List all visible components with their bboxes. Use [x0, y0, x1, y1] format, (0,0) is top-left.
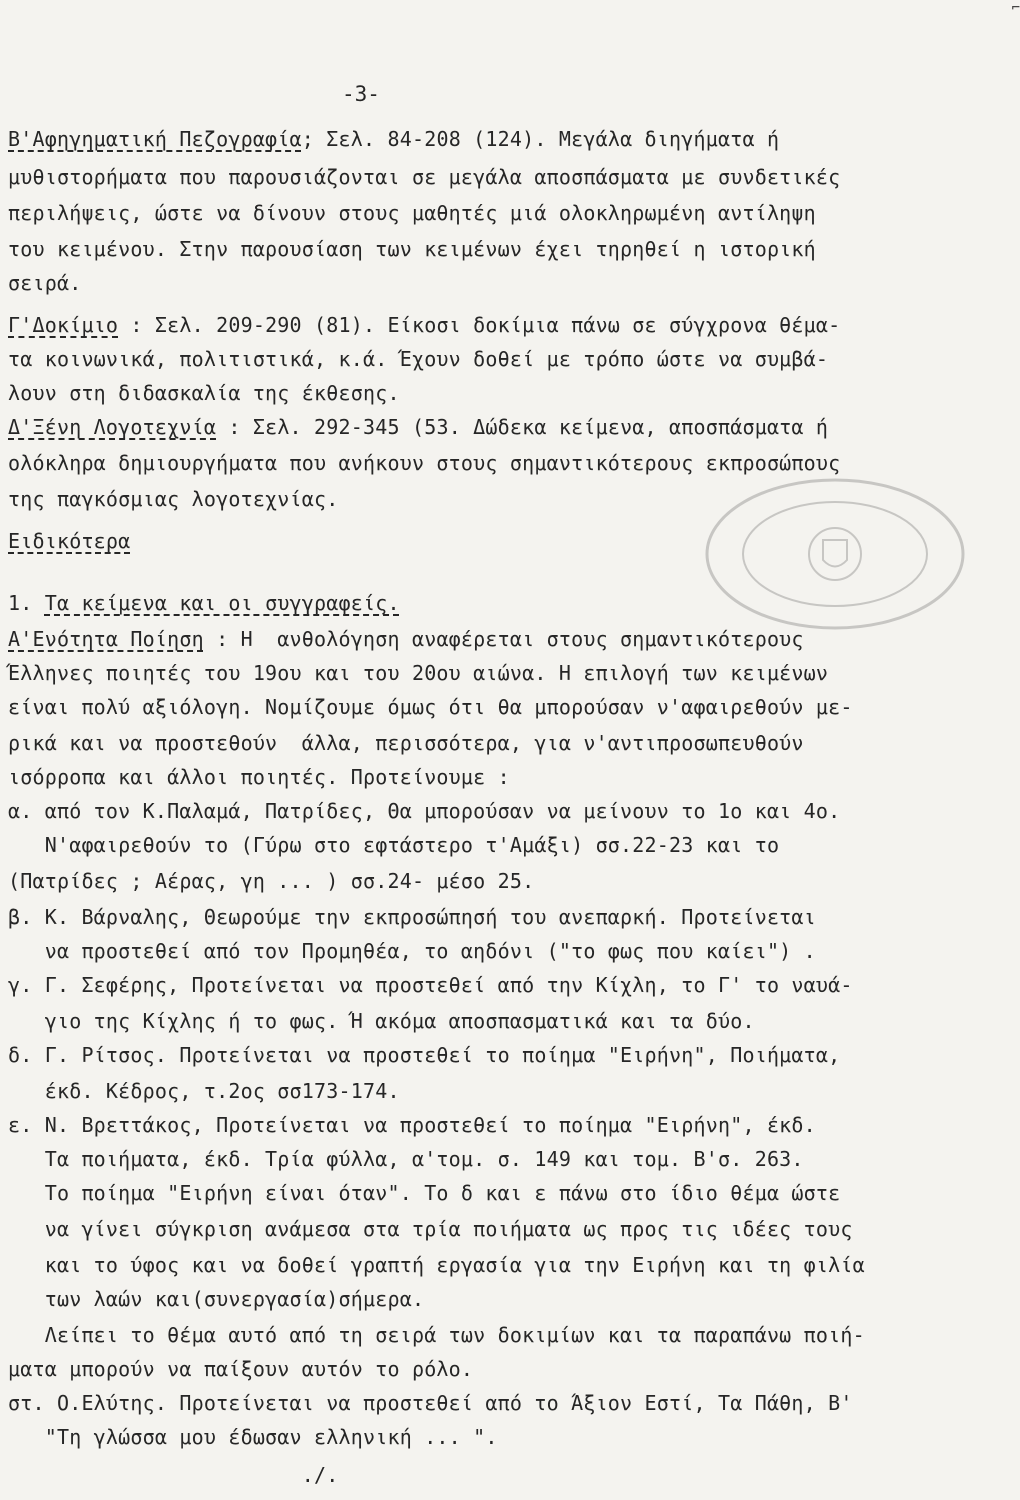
line-text: ισόρροπα και άλλοι ποιητές. Προτείνουμε : [8, 765, 510, 789]
text-line [8, 1356, 473, 1382]
underlined-heading: Α'Ενότητα Ποίηση [8, 627, 204, 651]
text-line [8, 486, 339, 512]
text-line [8, 938, 816, 964]
text-line [8, 164, 840, 190]
line-text: Το ποίημα "Ειρήνη είναι όταν". Το δ και ε πάνω στο ίδιο θέμα ώστε [8, 1181, 841, 1205]
underlined-heading: Δ'Ξένη Λογοτεχνία [8, 415, 217, 439]
underlined-heading: Ειδικότερα [8, 529, 131, 553]
line-text: γιο της Κίχλης ή το φως. Ή ακόμα αποσπασματικά και τα δύο. [8, 1009, 755, 1033]
text-line [8, 1146, 804, 1172]
line-text: (Πατρίδες ; Αέρας, γη ... ) σσ.24- μέσο 25. [8, 869, 535, 893]
line-text: : Η ανθολόγηση αναφέρεται στους σημαντικότερους [203, 627, 804, 651]
line-text: του κειμένου. Στην παρουσίαση των κειμένων έχει τηρηθεί η ιστορική [8, 237, 816, 261]
line-text: ; Σελ. 84-208 (124). Μεγάλα διηγήματα ή [301, 127, 780, 151]
line-text: περιλήψεις, ώστε να δίνουν στους μαθητές μιά ολοκληρωμένη αντίληψη [8, 201, 816, 225]
text-line [8, 414, 828, 440]
line-text: : Σελ. 209-290 (81). Είκοσι δοκίμια πάνω σε σύγχρονα θέμα- [118, 313, 841, 337]
text-line [8, 1180, 840, 1206]
text-line [8, 450, 840, 476]
line-text: Ν'αφαιρεθούν το (Γύρω στο εφτάστερο τ'Αμάξι) σσ.22-23 και το [8, 833, 780, 857]
page-number: -3- [342, 82, 380, 106]
text-line [8, 972, 853, 998]
text-line [8, 1112, 816, 1138]
text-line [8, 312, 840, 338]
line-text: μυθιστορήματα που παρουσιάζονται σε μεγάλα αποσπάσματα με συνδετικές [8, 165, 841, 189]
text-line [8, 1286, 424, 1312]
text-line [8, 832, 779, 858]
text-line [8, 528, 130, 554]
text-line [8, 1078, 400, 1104]
text-line [8, 200, 816, 226]
text-line [8, 626, 804, 652]
text-line [8, 1462, 339, 1488]
official-seal-stamp [700, 475, 970, 633]
line-text: είναι πολύ αξιόλογη. Νομίζουμε όμως ότι θα μπορούσαν ν'αφαιρεθούν με- [8, 695, 853, 719]
line-text: : Σελ. 292-345 (53. Δώδεκα κείμενα, αποσπάσματα ή [216, 415, 829, 439]
line-text: β. Κ. Βάρναλης, Θεωρούμε την εκπροσώπησή του ανεπαρκή. Προτείνεται [8, 905, 816, 929]
line-text: σειρά. [8, 271, 82, 295]
text-line [8, 126, 779, 152]
line-text: α. από τον Κ.Παλαμά, Πατρίδες, Θα μπορούσαν να μείνουν το 1ο και 4ο. [8, 799, 841, 823]
line-text: Τα ποιήματα, έκδ. Τρία φύλλα, α'τομ. σ. 149 και τομ. Β'σ. 263. [8, 1147, 804, 1171]
line-text: και το ύφος και να δοθεί γραπτή εργασία για την Ειρήνη και τη φιλία [8, 1253, 865, 1277]
text-line [8, 1252, 865, 1278]
text-line [8, 380, 400, 406]
line-text: λουν στη διδασκαλία της έκθεσης. [8, 381, 400, 405]
line-text: ./. [8, 1463, 339, 1487]
text-line [8, 764, 510, 790]
line-text: τα κοινωνικά, πολιτιστικά, κ.ά. Έχουν δοθεί με τρόπο ώστε να συμβά- [8, 347, 829, 371]
text-line [8, 1042, 840, 1068]
line-text: των λαών και(συνεργασία)σήμερα. [8, 1287, 425, 1311]
underlined-heading: Τα κείμενα και οι συγγραφείς. [44, 591, 400, 615]
line-text: της παγκόσμιας λογοτεχνίας. [8, 487, 339, 511]
text-line [8, 1424, 498, 1450]
text-line [8, 1390, 853, 1416]
corner-mark: ⌐ [1011, 0, 1020, 16]
line-text: δ. Γ. Ρίτσος. Προτείνεται να προστεθεί το ποίημα "Ειρήνη", Ποιήματα, [8, 1043, 841, 1067]
line-text: Έλληνες ποιητές του 19ου και του 20ου αιώνα. Η επιλογή των κειμένων [8, 661, 829, 685]
text-line [8, 904, 816, 930]
text-line [8, 694, 853, 720]
text-line [8, 868, 534, 894]
line-text: "Τη γλώσσα μου έδωσαν ελληνική ... ". [8, 1425, 498, 1449]
text-line [8, 730, 804, 756]
underlined-heading: Γ'Δοκίμιο [8, 313, 119, 337]
text-line [8, 1322, 865, 1348]
underlined-heading: Β'Αφηγηματική Πεζογραφία [8, 127, 302, 151]
line-text: να προστεθεί από τον Προμηθέα, το αηδόνι ("το φως που καίει") . [8, 939, 816, 963]
line-text: ρικά και να προστεθούν άλλα, περισσότερα, για ν'αντιπροσωπευθούν [8, 731, 804, 755]
line-text: ε. Ν. Βρεττάκος, Προτείνεται να προστεθεί το ποίημα "Ειρήνη", έκδ. [8, 1113, 816, 1137]
text-line [8, 1216, 853, 1242]
line-text: γ. Γ. Σεφέρης, Προτείνεται να προστεθεί από την Κίχλη, το Γ' το ναυά- [8, 973, 853, 997]
text-line [8, 798, 840, 824]
line-text: Λείπει το θέμα αυτό από τη σειρά των δοκιμίων και τα παραπάνω ποιή- [8, 1323, 865, 1347]
text-line [8, 236, 816, 262]
text-line [8, 270, 81, 296]
line-text: 1. [8, 591, 45, 615]
text-line [8, 1008, 755, 1034]
text-line [8, 660, 828, 686]
text-line [8, 590, 400, 616]
line-text: έκδ. Κέδρος, τ.2ος σσ173-174. [8, 1079, 400, 1103]
line-text: στ. Ο.Ελύτης. Προτείνεται να προστεθεί από το Άξιον Εστί, Τα Πάθη, Β' [8, 1391, 853, 1415]
line-text: ολόκληρα δημιουργήματα που ανήκουν στους σημαντικότερους εκπροσώπους [8, 451, 841, 475]
line-text: ματα μπορούν να παίξουν αυτόν το ρόλο. [8, 1357, 474, 1381]
text-line [8, 346, 828, 372]
line-text: να γίνει σύγκριση ανάμεσα στα τρία ποιήματα ως προς τις ιδέες τους [8, 1217, 853, 1241]
